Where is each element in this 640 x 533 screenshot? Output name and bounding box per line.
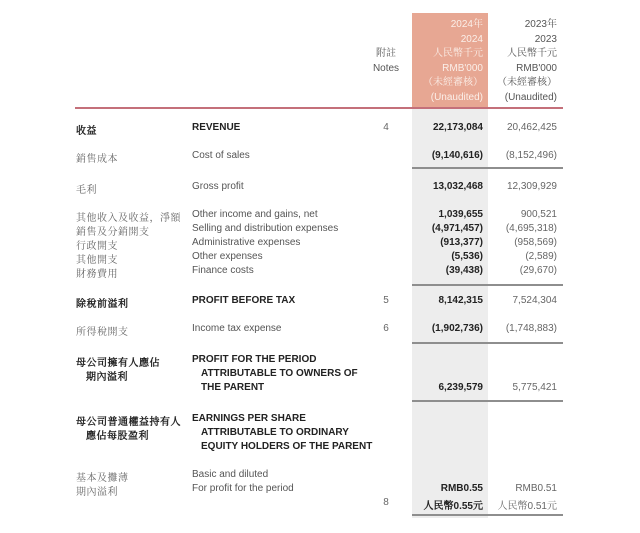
value-2023-zh: 人民幣0.51元 bbox=[497, 501, 557, 512]
value-2024: (5,536) bbox=[451, 251, 483, 262]
current-period-column-shade bbox=[412, 108, 488, 518]
row-label-zh: 收益 bbox=[76, 126, 97, 137]
value-2024: RMB0.55 bbox=[440, 483, 483, 494]
row-label-en: Other expenses bbox=[192, 251, 263, 262]
notes-header bbox=[366, 47, 406, 76]
value-2023: (1,748,883) bbox=[505, 323, 557, 334]
row-label-zh: 母公司普通權益持有人 bbox=[76, 417, 181, 428]
row-label-zh: 銷售成本 bbox=[76, 154, 118, 165]
row-note: 6 bbox=[383, 323, 389, 334]
row-label-en: Basic and diluted bbox=[192, 469, 269, 480]
subtotal-rule bbox=[412, 167, 563, 169]
year: 2024 bbox=[460, 33, 483, 45]
row-label-en: Finance costs bbox=[192, 265, 254, 276]
audit-en: (Unaudited) bbox=[504, 91, 557, 103]
row-label-zh: 其他收入及收益，淨額 bbox=[76, 213, 181, 224]
year: 2023 bbox=[534, 33, 557, 45]
row-label-zh-line2: 應佔每股盈利 bbox=[86, 431, 149, 442]
audit-zh: （未經審核） bbox=[497, 77, 557, 88]
subtotal-rule bbox=[412, 400, 563, 402]
audit-zh: （未經審核） bbox=[423, 77, 483, 88]
row-label-en-line3: THE PARENT bbox=[201, 382, 265, 393]
subtotal-rule bbox=[412, 284, 563, 286]
value-2024: 8,142,315 bbox=[438, 295, 483, 306]
value-2024: (39,438) bbox=[445, 265, 483, 276]
value-2023: RMB0.51 bbox=[515, 483, 557, 494]
value-2023: (2,589) bbox=[525, 251, 557, 262]
row-label-en: EARNINGS PER SHARE bbox=[192, 413, 306, 424]
audit-en: (Unaudited) bbox=[430, 91, 483, 103]
row-label-en: Administrative expenses bbox=[192, 237, 301, 248]
value-2023: (29,670) bbox=[519, 265, 557, 276]
row-label-en: PROFIT BEFORE TAX bbox=[192, 295, 296, 306]
row-label-en: REVENUE bbox=[192, 122, 241, 133]
row-label-en: PROFIT FOR THE PERIOD bbox=[192, 354, 317, 365]
notes-header-en: Notes bbox=[372, 62, 400, 74]
row-label-zh: 毛利 bbox=[76, 185, 97, 196]
row-label-zh: 行政開支 bbox=[76, 241, 118, 252]
value-2024: (9,140,616) bbox=[431, 150, 483, 161]
column-header-2024 bbox=[412, 18, 483, 105]
year-zh: 2024年 bbox=[450, 19, 483, 30]
header-rule bbox=[75, 107, 563, 109]
row-label-en-line2: For profit for the period bbox=[192, 483, 294, 494]
value-2024: 1,039,655 bbox=[438, 209, 483, 220]
value-2024: 13,032,468 bbox=[432, 181, 483, 192]
value-2023: (8,152,496) bbox=[505, 150, 557, 161]
unit-zh: 人民幣千元 bbox=[507, 48, 557, 59]
row-note: 4 bbox=[383, 122, 389, 133]
row-label-zh: 財務費用 bbox=[76, 269, 118, 280]
row-label-zh: 所得稅開支 bbox=[76, 327, 129, 338]
row-label-zh: 其他開支 bbox=[76, 255, 118, 266]
unit-en: RMB'000 bbox=[442, 62, 483, 74]
row-note: 8 bbox=[383, 497, 389, 508]
unit-zh: 人民幣千元 bbox=[433, 48, 483, 59]
row-label-zh-line2: 期內溢利 bbox=[86, 372, 128, 383]
value-2024: 22,173,084 bbox=[432, 122, 483, 133]
row-label-zh: 母公司擁有人應佔 bbox=[76, 358, 160, 369]
value-2023: 7,524,304 bbox=[512, 295, 557, 306]
row-label-en: Other income and gains, net bbox=[192, 209, 318, 220]
row-label-en: Gross profit bbox=[192, 181, 244, 192]
row-label-en: Income tax expense bbox=[192, 323, 282, 334]
value-2023: 12,309,929 bbox=[506, 181, 557, 192]
row-label-en: Cost of sales bbox=[192, 150, 250, 161]
row-label-zh: 基本及攤薄 bbox=[76, 473, 129, 484]
subtotal-rule bbox=[412, 342, 563, 344]
row-label-en-line2: ATTRIBUTABLE TO OWNERS OF bbox=[201, 368, 358, 379]
row-label-zh: 除稅前溢利 bbox=[76, 299, 129, 310]
row-note: 5 bbox=[383, 295, 389, 306]
value-2023: 5,775,421 bbox=[512, 382, 557, 393]
year-zh: 2023年 bbox=[524, 19, 557, 30]
value-2024: (1,902,736) bbox=[431, 323, 483, 334]
value-2023: (4,695,318) bbox=[505, 223, 557, 234]
row-label-en-line2: ATTRIBUTABLE TO ORDINARY bbox=[201, 427, 349, 438]
value-2023: (958,569) bbox=[514, 237, 557, 248]
unit-en: RMB'000 bbox=[516, 62, 557, 74]
notes-header-zh: 附註 bbox=[376, 48, 396, 59]
row-label-en-line3: EQUITY HOLDERS OF THE PARENT bbox=[201, 441, 373, 452]
total-rule bbox=[412, 514, 563, 516]
value-2023: 20,462,425 bbox=[506, 122, 557, 133]
value-2024: (913,377) bbox=[440, 237, 483, 248]
value-2024: (4,971,457) bbox=[431, 223, 483, 234]
row-label-zh: 銷售及分銷開支 bbox=[76, 227, 150, 238]
column-header-2023 bbox=[488, 18, 557, 105]
row-label-en: Selling and distribution expenses bbox=[192, 223, 339, 234]
value-2024: 6,239,579 bbox=[438, 382, 483, 393]
row-label-zh-line2: 期內溢利 bbox=[76, 487, 118, 498]
value-2023: 900,521 bbox=[520, 209, 557, 220]
value-2024-zh: 人民幣0.55元 bbox=[423, 501, 483, 512]
